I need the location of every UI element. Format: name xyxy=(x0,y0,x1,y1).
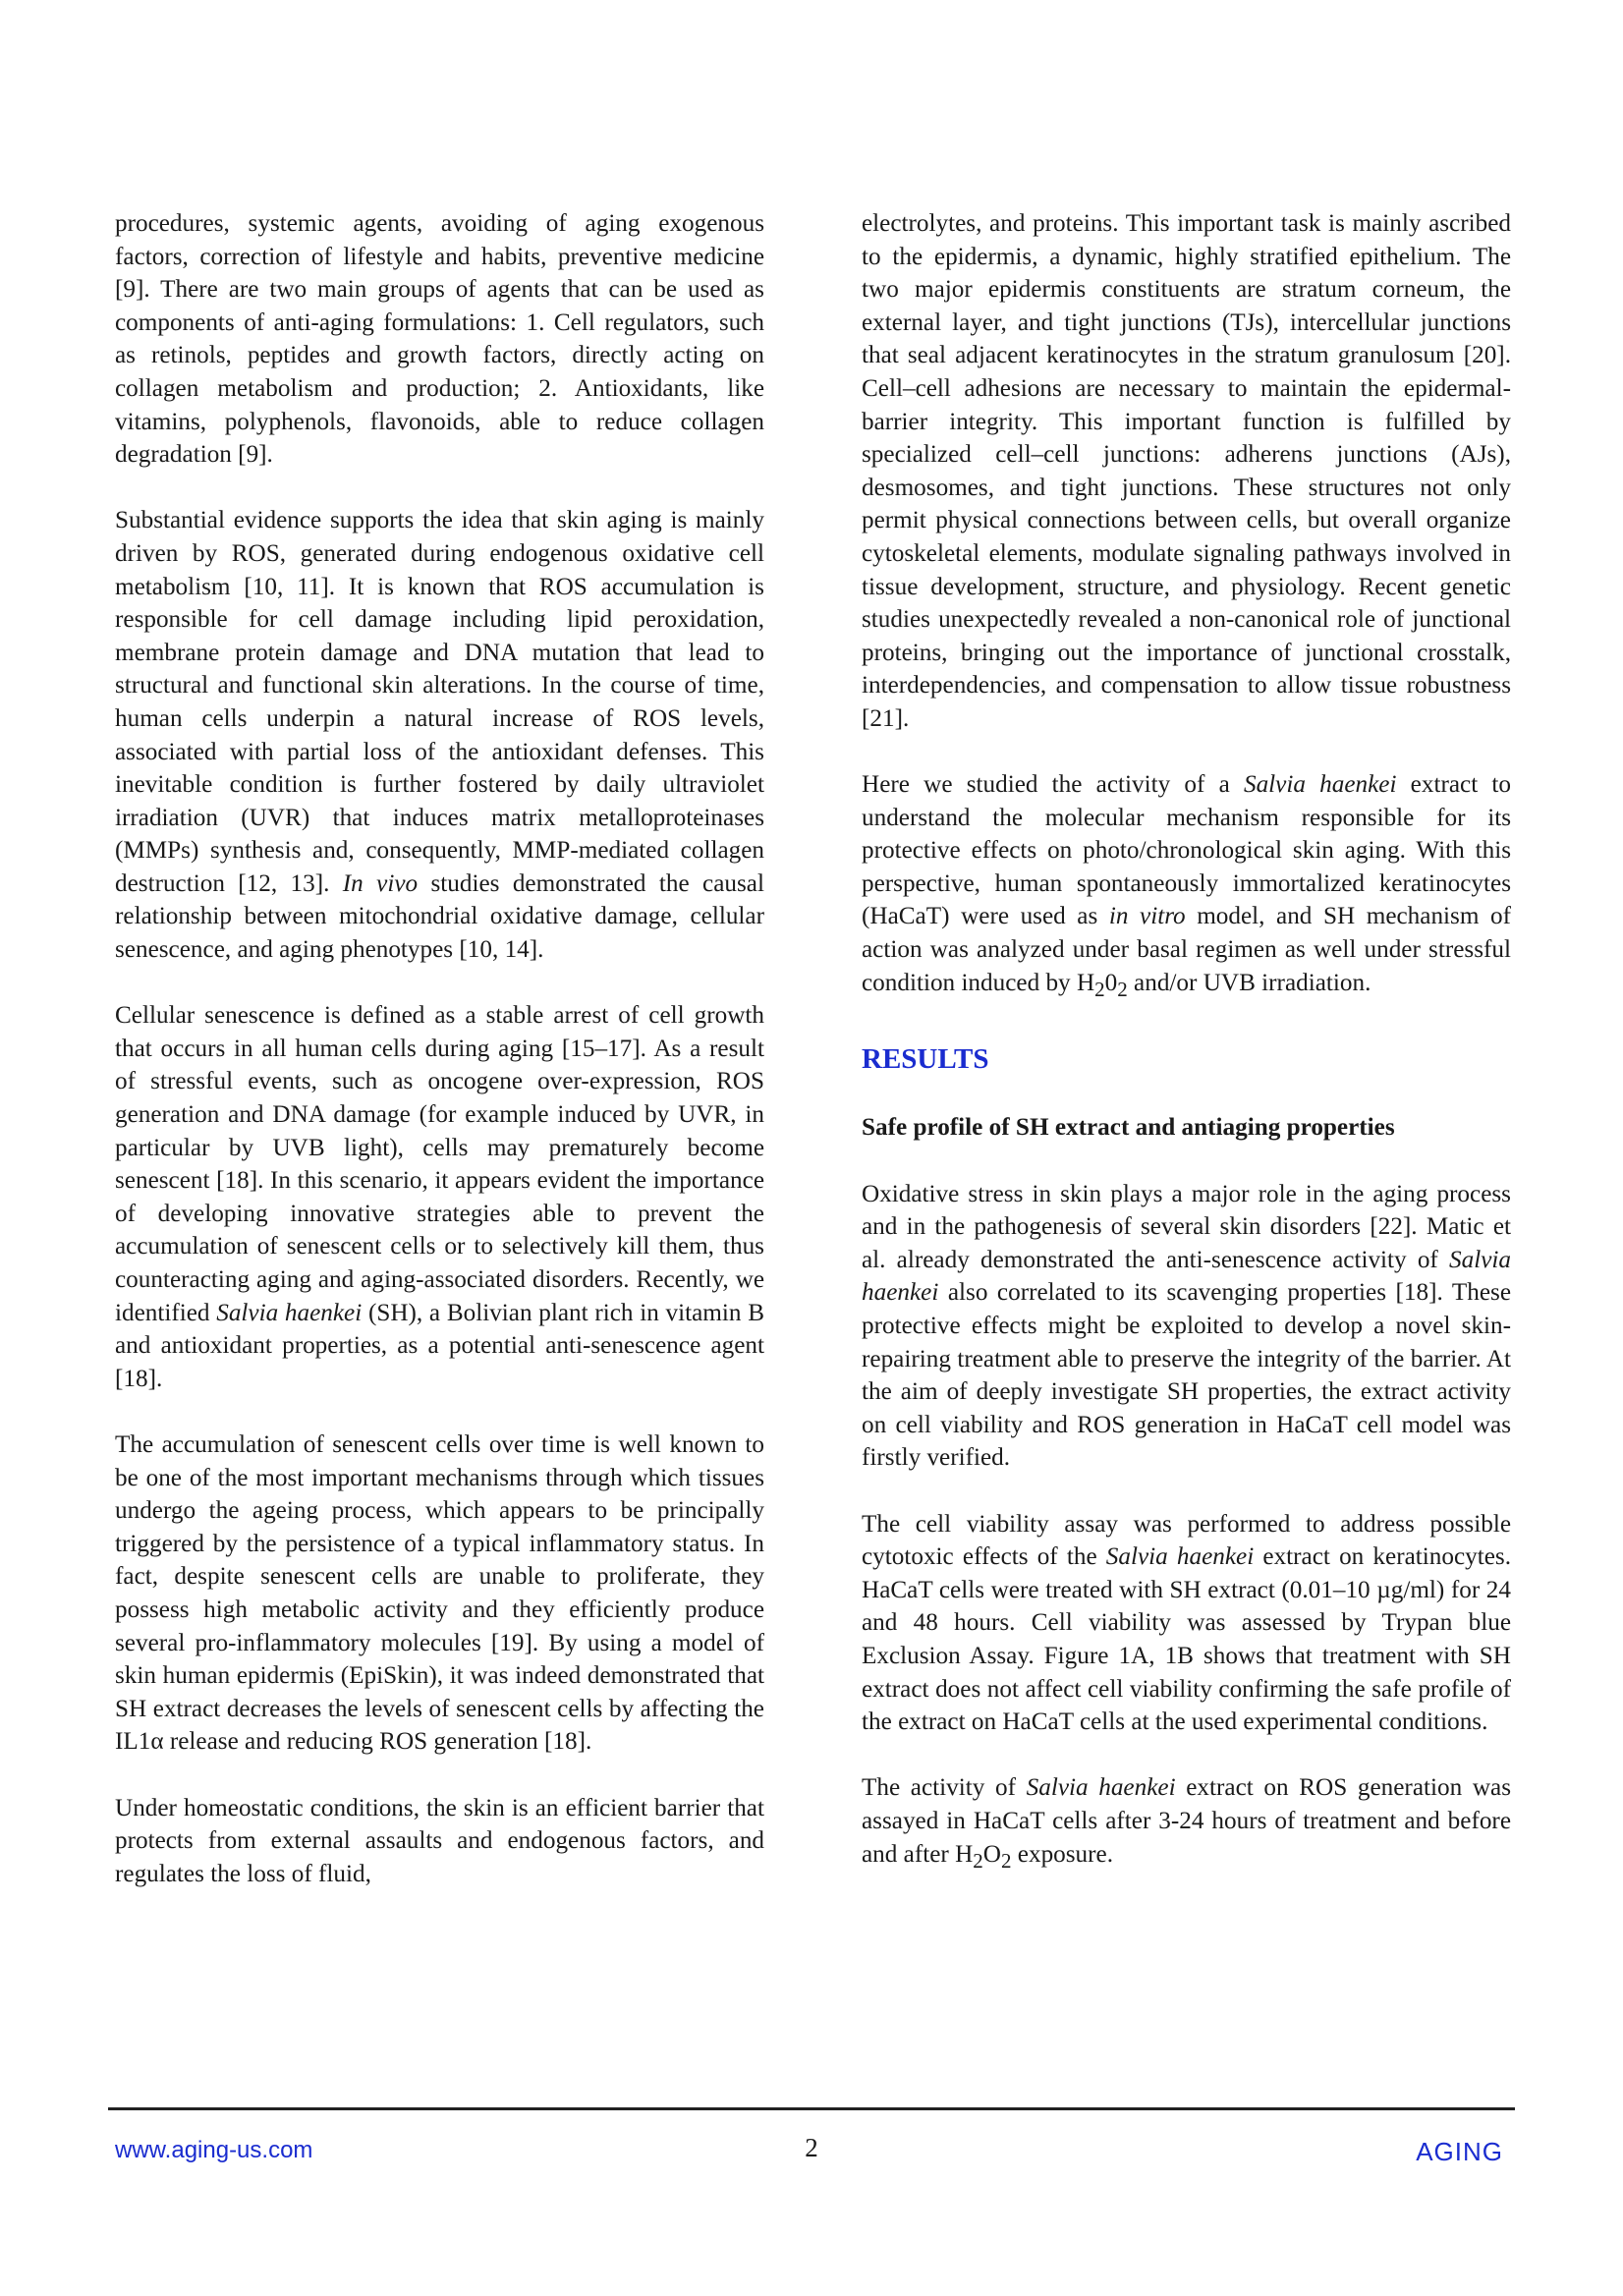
paragraph xyxy=(862,1771,1511,1877)
italic-text: In vivo xyxy=(342,869,419,897)
paragraph xyxy=(862,1178,1511,1475)
subscript: 2 xyxy=(1001,1848,1012,1873)
footer-website-link[interactable]: www.aging-us.com xyxy=(115,2137,313,2163)
paragraph xyxy=(115,1792,764,1891)
italic-text: Salvia haenkei xyxy=(1243,771,1397,799)
italic-text: Salvia haenkei xyxy=(1026,1774,1176,1802)
text-run: Here we studied the activity of a xyxy=(862,771,1244,799)
subscript: 2 xyxy=(973,1848,983,1873)
text-run: and/or UVB irradiation. xyxy=(1127,969,1371,996)
italic-text: Salvia haenkei xyxy=(862,1246,1511,1307)
text-run: electrolytes, and proteins. This important task is mainly ascribed to the epidermis, a dynamic, highly stratified epithelium. The two major epidermis constituents are stratum corneum, the external layer, and tight junctions (TJs), intercellular junctions that seal adjacent keratinocytes in the stratum granulosum [20]. Cell–cell adhesions are necessary to maintain the epidermal-barrier integrity. This important function is fulfilled by specialized cell–cell junctions: adherens junctions (AJs), desmosomes, and tight junctions. These structures not only permit physical connections between cells, but overall organize cytoskeletal elements, modulate signaling pathways involved in tissue development, structure, and physiology. Recent genetic studies unexpectedly revealed a non-canonical role of junctional proteins, bringing out the importance of junctional crosstalk, interdependencies, and compensation to allow tissue robustness [21]. xyxy=(862,210,1511,732)
text-run: Substantial evidence supports the idea that skin aging is mainly driven by ROS, generated during endogenous oxidative cell metabolism [10, 11]. It is known that ROS accumulation is responsible for cell damage including lipid peroxidation, membrane protein damage and DNA mutation that lead to structural and functional skin alterations. In the course of time, human cells underpin a natural increase of ROS levels, associated with partial loss of the antioxidant defenses. This inevitable condition is further fostered by daily ultraviolet irradiation (UVR) that induces matrix metalloproteinases (MMPs) synthesis and, consequently, MMP-mediated collagen destruction [12, 13]. xyxy=(115,507,764,897)
left-column xyxy=(115,207,764,1890)
paragraph xyxy=(862,207,1511,736)
text-run: 0 xyxy=(1104,969,1118,996)
results-heading: RESULTS xyxy=(862,1042,989,1075)
italic-text: in vitro xyxy=(1108,903,1186,930)
text-run: The cell viability assay was performed to address possible cytotoxic effects of the xyxy=(862,1510,1511,1571)
paragraph xyxy=(862,768,1511,1006)
text-run: procedures, systemic agents, avoiding of aging exogenous factors, correction of lifestyle and habits, preventive medicine [9]. There are two main groups of agents that can be used as components of anti-aging formulations: 1. Cell regulators, such as retinols, peptides and growth factors, directly acting on collagen metabolism and production; 2. Antioxidants, like vitamins, polyphenols, flavonoids, able to reduce collagen degradation [9]. xyxy=(115,210,764,469)
text-run: (SH), a Bolivian plant rich in vitamin B and antioxidant properties, as a potential anti-senescence agent [18]. xyxy=(115,1299,764,1392)
italic-text: Salvia haenkei xyxy=(216,1299,363,1326)
paragraph xyxy=(115,999,764,1395)
text-run: The activity of xyxy=(862,1774,1027,1802)
text-run: O xyxy=(982,1840,1001,1868)
section-subheading: Safe profile of SH extract and antiaging properties xyxy=(862,1114,1395,1142)
text-run: model, and SH mechanism of action was analyzed under basal regimen as well under stressful condition induced by H xyxy=(862,903,1511,996)
page-number: 2 xyxy=(805,2133,818,2162)
footer-divider xyxy=(108,2107,1515,2110)
paragraph xyxy=(115,1428,764,1759)
paragraph xyxy=(115,207,764,472)
text-run: Under homeostatic conditions, the skin is an efficient barrier that protects from external assaults and endogenous factors, and regulates the loss of fluid, xyxy=(115,1794,764,1887)
text-run: extract on ROS generation was assayed in HaCaT cells after 3-24 hours of treatment and before and after H xyxy=(862,1774,1512,1868)
subscript: 2 xyxy=(1117,977,1128,1001)
journal-name: AGING xyxy=(1416,2137,1503,2166)
right-column xyxy=(862,207,1511,1877)
text-run: also correlated to its scavenging properties [18]. These protective effects might be exploited to develop a novel skin-repairing treatment able to preserve the integrity of the barrier. At the aim of deeply investigate SH properties, the extract activity on cell viability and ROS generation in HaCaT cell model was firstly verified. xyxy=(862,1279,1511,1472)
text-run: extract on keratinocytes. HaCaT cells were treated with SH extract (0.01–10 µg/ml) for 24 and 48 hours. Cell viability was assessed by Trypan blue Exclusion Assay. Figure 1A, 1B shows that treatment with SH extract does not affect cell viability confirming the safe profile of the extract on HaCaT cells at the used experimental conditions. xyxy=(862,1543,1511,1736)
italic-text: Salvia haenkei xyxy=(1105,1543,1255,1571)
paragraph xyxy=(862,1508,1511,1739)
subscript: 2 xyxy=(1094,977,1105,1001)
text-run: Cellular senescence is defined as a stable arrest of cell growth that occurs in all human cells during aging [15–17]. As a result of stressful events, such as oncogene over-expression, ROS generation and DNA damage (for example induced by UVR, in particular by UVB light), cells may prematurely become senescent [18]. In this scenario, it appears evident the importance of developing innovative strategies able to prevent the accumulation of senescent cells or to selectively kill them, thus counteracting aging and aging-associated disorders. Recently, we identified xyxy=(115,1002,764,1326)
paragraph xyxy=(115,504,764,966)
text-run: The accumulation of senescent cells over time is well known to be one of the most important mechanisms through which tissues undergo the ageing process, which appears to be principally triggered by the persistence of a typical inflammatory status. In fact, despite senescent cells are unable to proliferate, they possess high metabolic activity and they efficiently produce several pro-inflammatory molecules [19]. By using a model of skin human epidermis (EpiSkin), it was indeed demonstrated that SH extract decreases the levels of senescent cells by affecting the IL1α release and reducing ROS generation [18]. xyxy=(115,1430,764,1756)
text-run: Oxidative stress in skin plays a major role in the aging process and in the pathogenesis of several skin disorders [22]. Matic et al. already demonstrated the anti-senescence activity of xyxy=(862,1180,1511,1273)
text-run: exposure. xyxy=(1011,1840,1114,1868)
text-run: studies demonstrated the causal relationship between mitochondrial oxidative damage, cellular senescence, and aging phenotypes [10, 14]. xyxy=(115,869,764,964)
text-run: extract to understand the molecular mechanism responsible for its protective effects on photo/chronological skin aging. With this perspective, human spontaneously immortalized keratinocytes (HaCaT) were used as xyxy=(862,771,1511,930)
